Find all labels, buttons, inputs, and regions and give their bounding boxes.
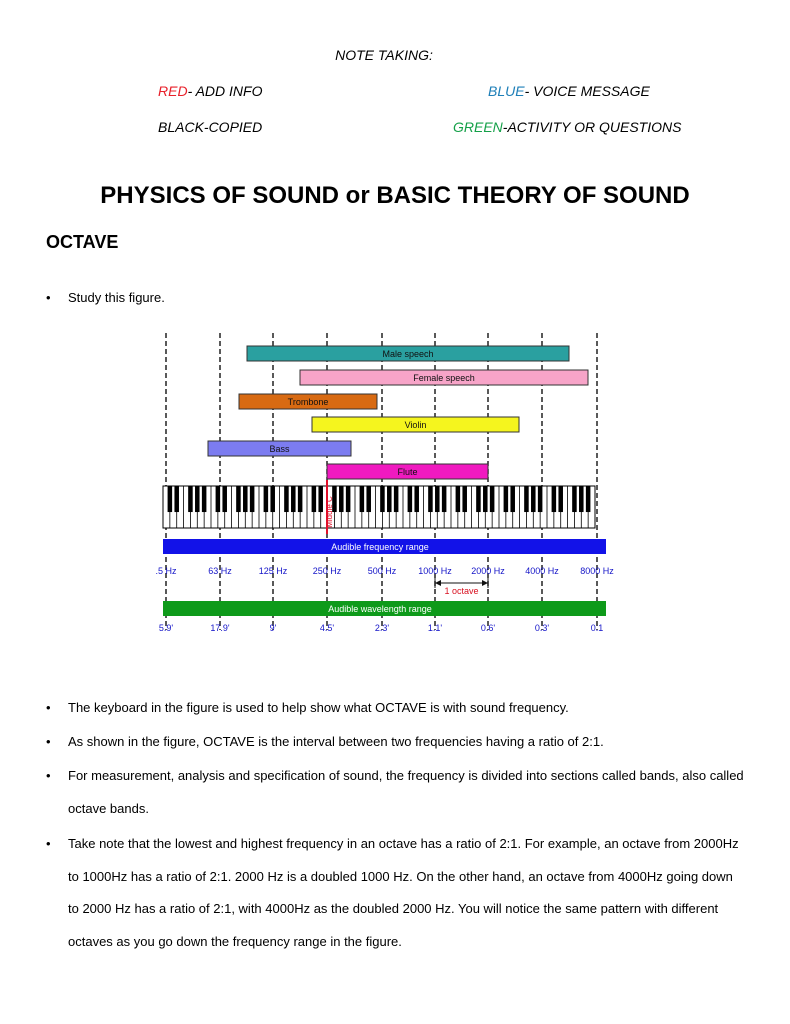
wavelength-tick-label: 0.6'	[480, 623, 496, 633]
black-key	[291, 486, 296, 512]
instrument-label: Violin	[404, 420, 427, 430]
black-key	[202, 486, 207, 512]
wavelength-band-label: Audible wavelength range	[328, 604, 432, 614]
instrument-label: Bass	[269, 444, 290, 454]
black-key	[428, 486, 433, 512]
legend-blue-desc: - VOICE MESSAGE	[524, 83, 650, 99]
black-key	[284, 486, 289, 512]
black-key	[168, 486, 173, 512]
legend-green-desc: -ACTIVITY OR QUESTIONS	[502, 119, 682, 135]
legend-red-key: RED	[158, 83, 188, 99]
octave-label: 1 octave	[444, 586, 479, 596]
black-key	[435, 486, 440, 512]
list-item	[46, 828, 746, 958]
octave-arrow-right	[482, 580, 488, 586]
black-key	[552, 486, 557, 512]
bullet-text: • As shown in the figure, OCTAVE is the interval between two frequencies having a ratio of 2:1.	[68, 734, 604, 749]
black-key	[174, 486, 179, 512]
wavelength-tick-label: 9'	[269, 623, 277, 633]
frequency-tick-label: 4000 Hz	[525, 566, 559, 576]
wavelength-tick-label: 1.1'	[427, 623, 443, 633]
black-key	[538, 486, 543, 512]
black-key	[558, 486, 563, 512]
legend-green	[453, 119, 681, 135]
black-key	[188, 486, 193, 512]
black-key	[524, 486, 529, 512]
wavelength-tick-label: 0.3'	[534, 623, 550, 633]
black-key	[264, 486, 269, 512]
bullet-text: • Take note that the lowest and highest frequency in an octave has a ratio of 2:1. For example, an octave from 2000Hz to 1000Hz has a ratio of 2:1. 2000 Hz is a doubled 1000 Hz. On the other hand, an octave from 4000Hz going down to 2000 Hz has a ratio of 2:1, with 4000Hz as the doubled 2000 Hz. You will notice the same pattern with different octaves as you go down the frequency range in the figure.	[68, 836, 739, 949]
middle-c-label: Middle C	[325, 496, 334, 528]
instrument-label: Male speech	[382, 349, 434, 359]
keyboard-frame	[163, 486, 595, 528]
black-key	[318, 486, 323, 512]
wavelength-tick-label: 4.5'	[319, 623, 335, 633]
octave-arrow-left	[435, 580, 441, 586]
black-key	[366, 486, 371, 512]
legend-red	[158, 83, 262, 99]
black-key	[387, 486, 392, 512]
instrument-label: Flute	[397, 467, 418, 477]
black-key	[510, 486, 515, 512]
black-key	[504, 486, 509, 512]
black-key	[408, 486, 413, 512]
black-key	[360, 486, 365, 512]
intro-bullet-text: • Study this figure.	[68, 290, 165, 305]
black-key	[462, 486, 467, 512]
frequency-tick-label: 250 Hz	[312, 566, 342, 576]
frequency-band-label: Audible frequency range	[331, 542, 429, 552]
list-item	[46, 760, 746, 825]
black-key	[312, 486, 317, 512]
instrument-label: Female speech	[413, 373, 475, 383]
frequency-tick-label: 63 Hz	[208, 566, 232, 576]
black-key	[531, 486, 536, 512]
black-key	[394, 486, 399, 512]
black-key	[414, 486, 419, 512]
black-key	[216, 486, 221, 512]
list-item	[46, 726, 746, 759]
wavelength-tick-labels	[159, 623, 603, 633]
black-key	[236, 486, 241, 512]
black-key	[250, 486, 255, 512]
black-key	[346, 486, 351, 512]
frequency-tick-labels	[155, 566, 614, 576]
legend-green-key: GREEN	[453, 119, 503, 135]
black-key	[490, 486, 495, 512]
frequency-figure	[155, 330, 614, 635]
frequency-tick-label: .5 Hz	[155, 566, 177, 576]
legend-blue	[488, 83, 650, 99]
black-key	[195, 486, 200, 512]
black-key	[298, 486, 303, 512]
piano-keyboard	[163, 486, 595, 528]
list-item	[46, 692, 746, 725]
legend-red-desc: - ADD INFO	[187, 83, 263, 99]
black-key	[243, 486, 248, 512]
frequency-tick-label: 500 Hz	[367, 566, 397, 576]
wavelength-tick-label: 5.9'	[158, 623, 174, 633]
instrument-bars	[208, 346, 588, 479]
black-key	[339, 486, 344, 512]
bullet-text: • The keyboard in the figure is used to help show what OCTAVE is with sound frequency.	[68, 700, 569, 715]
black-key	[476, 486, 481, 512]
page-title: PHYSICS OF SOUND or BASIC THEORY OF SOUND	[100, 182, 690, 209]
frequency-tick-label: 2000 Hz	[471, 566, 505, 576]
black-key	[456, 486, 461, 512]
legend-black: BLACK-COPIED	[158, 119, 263, 135]
black-key	[380, 486, 385, 512]
black-key	[586, 486, 591, 512]
legend-blue-key: BLUE	[488, 83, 525, 99]
audible-wavelength-band	[163, 601, 606, 616]
section-heading: OCTAVE	[46, 232, 119, 252]
frequency-tick-label: 8000 Hz	[580, 566, 614, 576]
bullet-text: • For measurement, analysis and specification of sound, the frequency is divided into sections called bands, also called octave bands.	[68, 768, 744, 816]
black-key	[572, 486, 577, 512]
black-key	[579, 486, 584, 512]
note-taking-title: NOTE TAKING:	[335, 47, 433, 63]
black-key	[483, 486, 488, 512]
black-key	[442, 486, 447, 512]
intro-bullet	[46, 282, 746, 315]
audible-frequency-band	[163, 539, 606, 554]
frequency-tick-label: 1000 Hz	[418, 566, 452, 576]
instrument-label: Trombone	[287, 397, 329, 407]
black-key	[270, 486, 275, 512]
wavelength-tick-label: 2.3'	[374, 623, 390, 633]
frequency-tick-label: 125 Hz	[258, 566, 288, 576]
wavelength-tick-label: 0.1	[590, 623, 604, 633]
black-key	[222, 486, 227, 512]
octave-marker	[435, 578, 488, 596]
wavelength-tick-label: 17.9'	[210, 623, 230, 633]
